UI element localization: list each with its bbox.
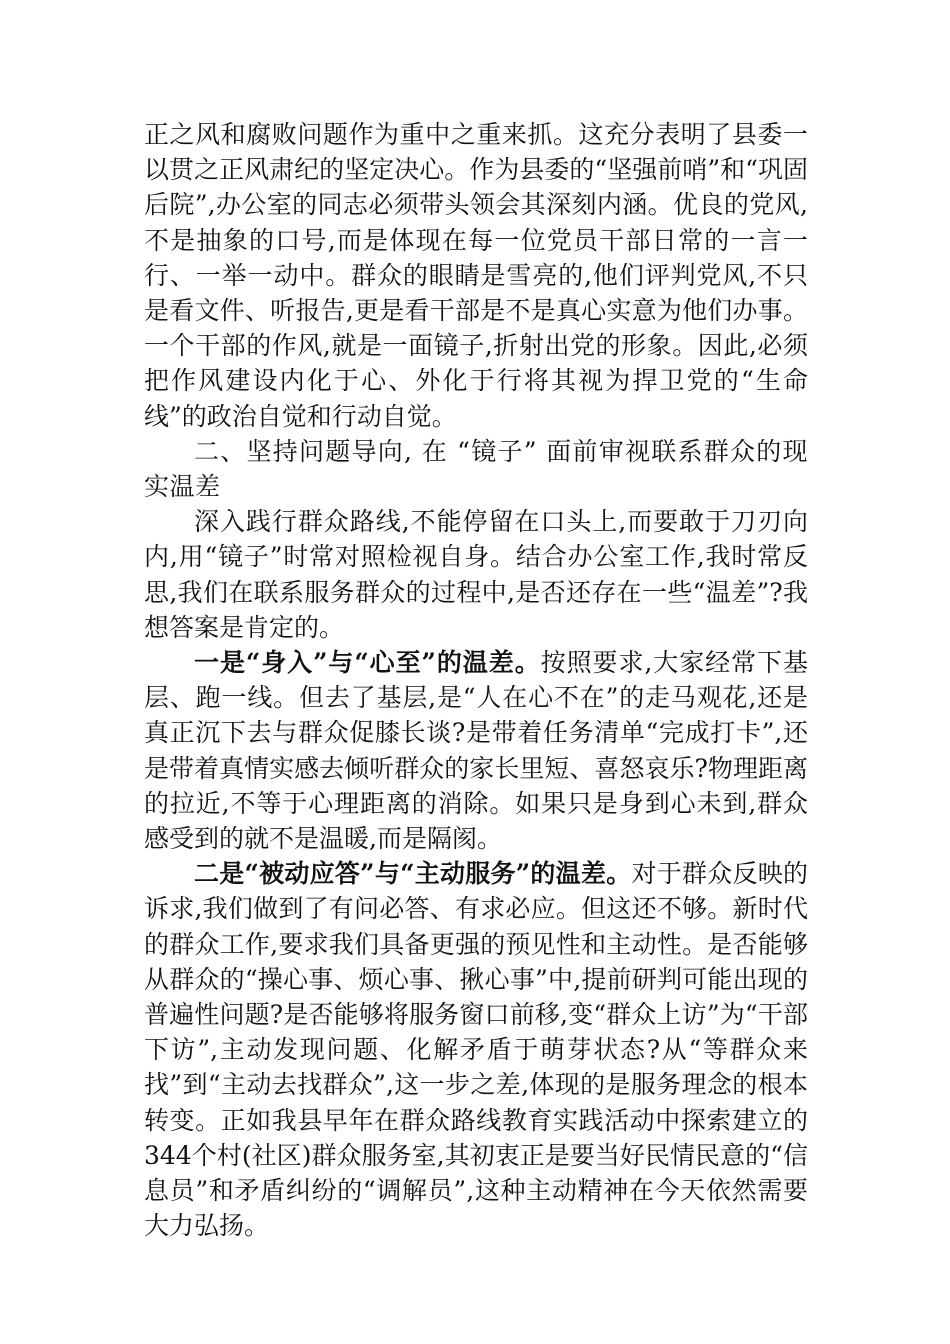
paragraph-gap-two: [144, 856, 808, 1243]
paragraph-bold-lead: 一是“身入”与“心至”的温差。: [194, 648, 541, 678]
paragraph-self-examination: [144, 504, 808, 645]
paragraph-text: 按照要求,大家经常下基层、跑一线。但去了基层,是“人在心不在”的走马观花,还是真正沉下去与群众促膝长谈?是带着任务清单“完成打卡”,还是带着真情实感去倾听群众的家长里短、喜怒哀乐?物理距离的拉近,不等于心理距离的消除。如果只是身到心未到,群众感受到的就不是温暖,而是隔阂。: [144, 648, 808, 854]
paragraph-bold-lead: 二是“被动应答”与“主动服务”的温差。: [194, 859, 632, 889]
paragraph-text: 深入践行群众路线,不能停留在口头上,而要敢于刀刃向内,用“镜子”时常对照检视自身。结合办公室工作,我时常反思,我们在联系服务群众的过程中,是否还存在一些“温差”?我想答案是肯定的。: [144, 507, 808, 642]
paragraph-text: 正之风和腐败问题作为重中之重来抓。这充分表明了县委一以贯之正风肃纪的坚定决心。作为县委的“坚强前哨”和“巩固后院”,办公室的同志必须带头领会其深刻内涵。优良的党风,不是抽象的口号,而是体现在每一位党员干部日常的一言一行、一举一动中。群众的眼睛是雪亮的,他们评判党风,不只是看文件、听报告,更是看干部是不是真心实意为他们办事。一个干部的作风,就是一面镜子,折射出党的形象。因此,必须把作风建设内化于心、外化于行将其视为捍卫党的“生命线”的政治自觉和行动自觉。: [144, 120, 808, 431]
section-heading-text: 二、坚持问题导向, 在 “镜子” 面前审视联系群众的现实温差: [144, 436, 808, 502]
section-heading-problem-orientation: [144, 434, 808, 504]
paragraph-text: 对于群众反映的诉求,我们做到了有问必答、有求必应。但这还不够。新时代的群众工作,要求我们具备更强的预见性和主动性。是否能够从群众的“操心事、烦心事、揪心事”中,提前研判可能出现的普遍性问题?是否能够将服务窗口前移,变“群众上访”为“干部下访”,主动发现问题、化解矛盾于萌芽状态?从“等群众来找”到“主动去找群众”,这一步之差,体现的是服务理念的根本转变。正如我县早年在群众路线教育实践活动中探索建立的344个村(社区)群众服务室,其初衷正是要当好民情民意的“信息员”和矛盾纠纷的“调解员”,这种主动精神在今天依然需要大力弘扬。: [144, 859, 808, 1241]
paragraph-party-style: [144, 117, 808, 434]
document-body: [144, 117, 808, 1244]
paragraph-gap-one: [144, 645, 808, 856]
